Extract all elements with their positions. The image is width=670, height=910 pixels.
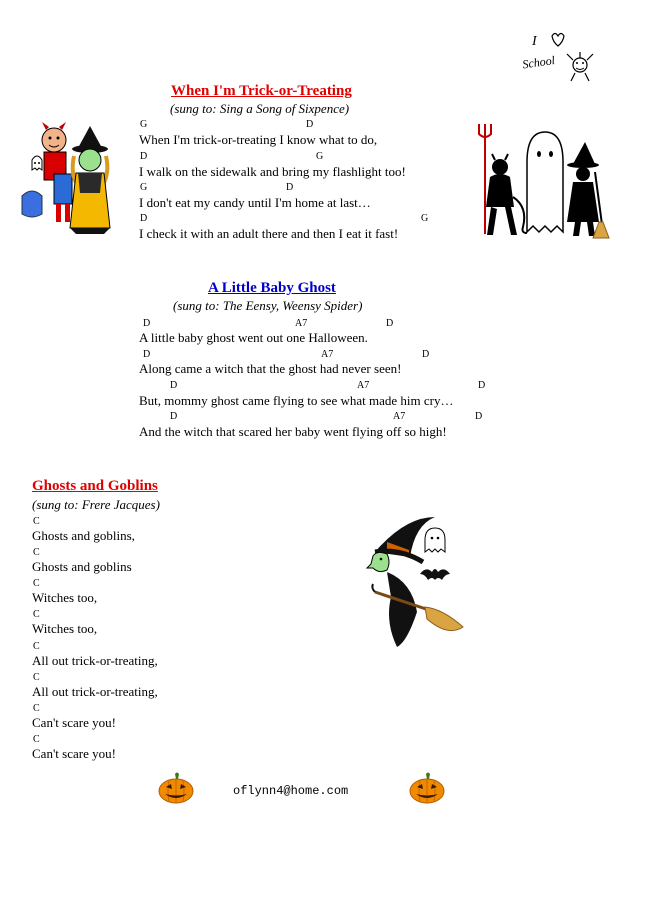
i-love-school-logo	[520, 30, 600, 85]
chord: A7	[357, 380, 370, 391]
chord: G	[140, 182, 148, 193]
chord: D	[478, 380, 486, 391]
lyric-line: When I'm trick-or-treating I know what to do,	[139, 132, 378, 147]
chord-line	[140, 380, 510, 392]
chord: D	[475, 411, 483, 422]
bat-icon	[420, 569, 450, 580]
lyric-line: All out trick-or-treating,	[32, 653, 158, 668]
pumpkin-icon	[157, 771, 195, 805]
broom-icon	[593, 222, 609, 238]
chord: D	[422, 349, 430, 360]
lyric-line: Witches too,	[32, 590, 98, 605]
ghost-mask-icon	[32, 156, 42, 170]
chord: A7	[295, 318, 308, 329]
chord-line	[140, 349, 510, 361]
chord: C	[33, 672, 40, 683]
witch-face-icon	[367, 552, 389, 571]
chord: D	[143, 349, 151, 360]
song-3-subtitle: (sung to: Frere Jacques)	[32, 497, 160, 512]
lyric-line: Witches too,	[32, 621, 98, 636]
candy-bag-icon	[22, 191, 42, 217]
lyric-line: All out trick-or-treating,	[32, 684, 158, 699]
witch-icon	[567, 142, 609, 238]
lyric-line: And the witch that scared her baby went flying off so high!	[139, 424, 447, 439]
song-1-title: When I'm Trick-or-Treating	[171, 83, 352, 99]
chord: C	[33, 547, 40, 558]
devil-kid-icon	[42, 122, 72, 222]
chord: D	[140, 151, 148, 162]
flying-witch-illustration	[365, 512, 475, 652]
logo-word-school: School	[521, 53, 556, 72]
costumed-kids-illustration	[18, 118, 113, 240]
chord-line	[140, 182, 470, 194]
witch-cloak-icon	[387, 572, 417, 647]
chord: D	[286, 182, 294, 193]
lyric-line: A little baby ghost went out one Halloween.	[139, 330, 368, 345]
devil-ghost-witch-illustration	[455, 122, 610, 242]
ghost-icon	[527, 132, 563, 232]
chord: C	[33, 609, 40, 620]
chord: D	[386, 318, 394, 329]
chord: D	[170, 411, 178, 422]
chord-line	[140, 318, 510, 330]
song-2-title: A Little Baby Ghost	[208, 280, 336, 296]
chord: G	[140, 119, 148, 130]
chord: C	[33, 703, 40, 714]
chord: G	[421, 213, 429, 224]
logo-word-i: I	[532, 34, 537, 49]
chord: C	[33, 578, 40, 589]
witch-kid-icon	[70, 126, 110, 234]
chord-line	[140, 213, 470, 225]
lyric-line: Can't scare you!	[32, 715, 116, 730]
lyric-line: Ghosts and goblins,	[32, 528, 135, 543]
chord: D	[306, 119, 314, 130]
chord-line	[140, 119, 470, 131]
lyric-line: Along came a witch that the ghost had never seen!	[139, 361, 402, 376]
chord: D	[143, 318, 151, 329]
lyric-line: I walk on the sidewalk and bring my flashlight too!	[139, 164, 406, 179]
devil-icon	[479, 124, 527, 235]
chord: D	[140, 213, 148, 224]
contact-email: oflynn4@home.com	[233, 784, 349, 798]
chord-line	[140, 411, 510, 423]
lyric-line: Ghosts and goblins	[32, 559, 132, 574]
chord: A7	[393, 411, 406, 422]
heart-icon	[552, 34, 564, 47]
chord: C	[33, 516, 40, 527]
song-3-title: Ghosts and Goblins	[32, 478, 158, 494]
chord-line	[140, 151, 470, 163]
lyric-line: But, mommy ghost came flying to see what made him cry…	[139, 393, 454, 408]
pumpkin-icon	[408, 771, 446, 805]
ghost-icon	[425, 528, 445, 552]
chord: A7	[321, 349, 334, 360]
chord: G	[316, 151, 324, 162]
song-1-subtitle: (sung to: Sing a Song of Sixpence)	[170, 101, 350, 116]
song-2-subtitle: (sung to: The Eensy, Weensy Spider)	[173, 298, 363, 313]
lyric-line: I don't eat my candy until I'm home at last…	[139, 195, 371, 210]
chord: C	[33, 641, 40, 652]
chord: D	[170, 380, 178, 391]
broom-bristles-icon	[425, 607, 463, 631]
chord: C	[33, 734, 40, 745]
lyric-line: Can't scare you!	[32, 746, 116, 761]
lyric-line: I check it with an adult there and then I eat it fast!	[139, 226, 399, 241]
